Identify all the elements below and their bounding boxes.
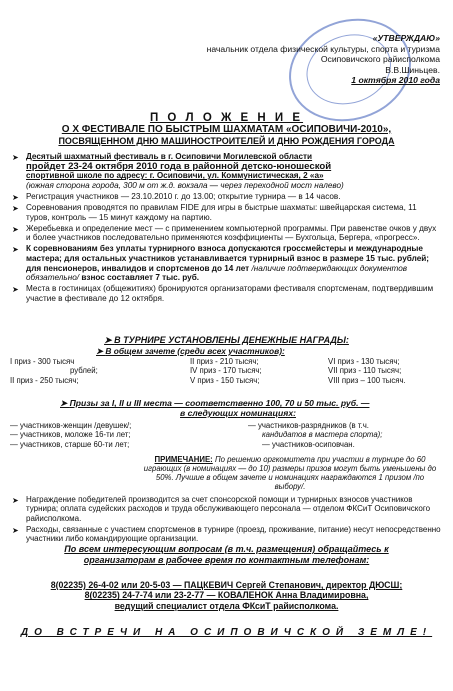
prize-row <box>10 376 450 385</box>
phone-line: ведущий специалист отдела ФКсиТ райисполкома. <box>114 600 339 611</box>
prizes-title: ➤ В ТУРНИРЕ УСТАНОВЛЕНЫ ДЕНЕЖНЫЕ НАГРАДЫ: <box>104 335 349 345</box>
approval-label: «УТВЕРЖДАЮ» <box>372 33 440 43</box>
phone-line: 8(02235) 24-7-74 или 23-2-77 — КОВАЛЕНОК Анна Владимировна, <box>84 590 369 601</box>
list-item <box>12 203 442 222</box>
fee-text: К соревнованиям без уплаты турнирного взноса допускаются гроссмейстеры и международные мастера; для остальных участников устанавливается турнирный взнос в размере 15 тыс. рублей; для пенсионеров, инвалидов и спортсменов до 14 лет <box>26 244 430 273</box>
title-festival: О X ФЕСТИВАЛЕ ПО БЫСТРЫМ ШАХМАТАМ «ОСИПОВИЧИ-2010», <box>61 124 392 135</box>
item-text: Награждение победителей производится за счет спонсорской помощи и турнирных взносов участников турнира; оплата судейских расходов и труда обслуживающего персонала — отделом ФКСиТ Осиповичского райисполкома. <box>26 495 431 523</box>
note-label: ПРИМЕЧАНИЕ: <box>154 455 213 464</box>
prize-cell: рублей; <box>70 366 98 376</box>
overall-standings-heading: ➤ В общем зачете (среди всех участников): <box>96 346 285 356</box>
nomination-cell: — участников, старше 60-ти лет; <box>10 439 130 449</box>
arrow-bullet-icon: ➤ <box>12 245 19 255</box>
item-text: Регистрация участников — 23.10.2010 г. до 13.00; открытие турнира — в 14 часов. <box>26 191 341 201</box>
nomination-cell: — участников-женщин /девушек/; <box>10 421 132 430</box>
prize-cell: IV приз - 170 тысяч; <box>190 366 262 376</box>
item-text: Расходы, связанные с участием спортсменов в турнире (проезд, проживание, питание) несут непосредственно участники либо командирующие организации. <box>26 524 441 544</box>
nomination-row <box>10 440 450 449</box>
list-item <box>12 152 442 190</box>
approval-signature: В.В.Шиньцев. <box>385 64 440 75</box>
closing-slogan: ДО ВСТРЕЧИ НА ОСИПОВИЧСКОЙ ЗЕМЛЕ! <box>20 627 433 638</box>
list-item <box>12 244 442 282</box>
expenses-list <box>12 495 442 545</box>
item-text: пройдет 23-24 октября 2010 года в районной детско-юношеской <box>26 160 332 172</box>
approval-date: 1 октября 2010 года <box>351 75 440 86</box>
arrow-bullet-icon: ➤ <box>12 153 19 162</box>
nomination-row <box>10 430 450 439</box>
arrow-bullet-icon: ➤ <box>12 285 19 295</box>
list-item <box>12 284 442 303</box>
overall-heading-text: В общем зачете (среди всех участников): <box>105 346 285 356</box>
prize-row <box>10 366 450 375</box>
list-item <box>12 495 442 523</box>
places-text: ➤ Призы за I, II и III места — соответственно 100, 70 и 50 тыс. руб. — <box>60 398 370 408</box>
title-main: П О Л О Ж Е Н И Е <box>149 112 304 124</box>
phone-line: 8(02235) 26-4-02 или 20-5-03 — ПАЦКЕВИЧ Сергей Степанович, директор ДЮСШ; <box>50 580 403 590</box>
prize-cell: VII приз - 110 тысяч; <box>328 366 402 376</box>
prize-row <box>10 357 450 366</box>
contact-line: организаторам в рабочее время по контактным телефонам: <box>83 555 370 565</box>
prize-cell: II приз - 210 тысяч; <box>190 357 259 366</box>
nomination-prizes-heading <box>60 398 369 418</box>
phone-list <box>0 580 453 611</box>
nomination-row <box>10 421 450 430</box>
fee-reduced: взнос составляет 7 тыс. руб. <box>81 273 200 283</box>
title-dedication: ПОСВЯЩЕННОМ ДНЮ МАШИНОСТРОИТЕЛЕЙ И ДНЮ РОЖДЕНИЯ ГОРОДА <box>58 136 395 146</box>
note-text: По решению оргкомитета при участии в турнире до 60 играющих (в номинациях — до 10) размеры призов могут быть уменьшены до 50%. Лучшие в общем зачете и номинациях награждаются 1 призом /по выбору/. <box>143 455 437 491</box>
arrow-bullet-icon: ➤ <box>12 525 19 535</box>
approval-position: начальник отдела физической культуры, спорта и туризма <box>206 43 440 54</box>
contact-line: По всем интересующим вопросам (в т.ч. размещения) обращайтесь к <box>64 544 389 554</box>
rules-list <box>12 152 442 305</box>
places-line: Призы за I, II и III места — соответственно 100, 70 и 50 тыс. руб. — <box>69 398 370 408</box>
item-text: Десятый шахматный фестиваль в г. Осиповичи Могилевской области <box>26 152 313 161</box>
arrow-bullet-icon: ➤ <box>12 192 19 202</box>
item-text: Соревнования проводятся по правилам FIDE для игры в быстрые шахматы: швейцарская система, 11 туров, контроль — 15 минут каждому на партию. <box>26 202 417 222</box>
document-title <box>0 112 453 147</box>
item-text: спортивной школе по адресу: г. Осиповичи, ул. Коммунистическая, 2 «а» <box>26 171 324 181</box>
prize-cell: VIII приз – 100 тысяч. <box>328 375 406 385</box>
nomination-cell: — участников-разрядников (в т.ч. <box>248 421 369 430</box>
item-text: Места в гостиницах (общежитиях) бронируются организаторами фестиваля спортсменам, подтвердившим участие в фестивале до 12 октября. <box>26 284 434 303</box>
approval-organization: Осиповичского райисполкома <box>320 54 440 65</box>
prize-cell: V приз - 150 тысяч; <box>190 375 260 385</box>
item-text <box>26 244 442 282</box>
prize-cell: I приз - 300 тысяч <box>10 357 75 366</box>
arrow-bullet-icon: ➤ <box>12 496 19 505</box>
fee-note: /наличие подтверждающих документов обязательно/ <box>26 263 408 283</box>
places-sub: в следующих номинациях: <box>180 408 296 418</box>
nominations-list <box>10 421 450 449</box>
item-note: (южная сторона города, 300 м от ж.д. вокзала — через переходной мост налево) <box>26 180 344 190</box>
prize-cell: II приз - 250 тысяч; <box>10 375 79 385</box>
prize-note <box>140 455 440 491</box>
list-item <box>12 224 442 243</box>
approval-block <box>200 33 440 86</box>
arrow-bullet-icon: ➤ <box>12 224 19 234</box>
prize-table <box>10 357 450 385</box>
list-item <box>12 192 442 202</box>
nomination-cell: — участников, моложе 16-ти лет; <box>10 430 131 440</box>
nomination-cell: — участников-осиповчан. <box>262 439 355 449</box>
prizes-title-text: В ТУРНИРЕ УСТАНОВЛЕНЫ ДЕНЕЖНЫЕ НАГРАДЫ: <box>114 335 349 345</box>
item-text: Жеребьевка и определение мест — с применением компьютерной программы. При равенстве очков у двух и более участников последовательно применяются коэффициенты — Бухгольца, Бергера, «прогресс». <box>26 223 437 243</box>
prize-cell: VI приз - 130 тысяч; <box>328 357 400 366</box>
arrow-bullet-icon: ➤ <box>12 203 19 213</box>
list-item <box>12 525 442 544</box>
contact-info <box>0 544 453 566</box>
nomination-cell: кандидатов в мастера спорта); <box>262 430 383 440</box>
